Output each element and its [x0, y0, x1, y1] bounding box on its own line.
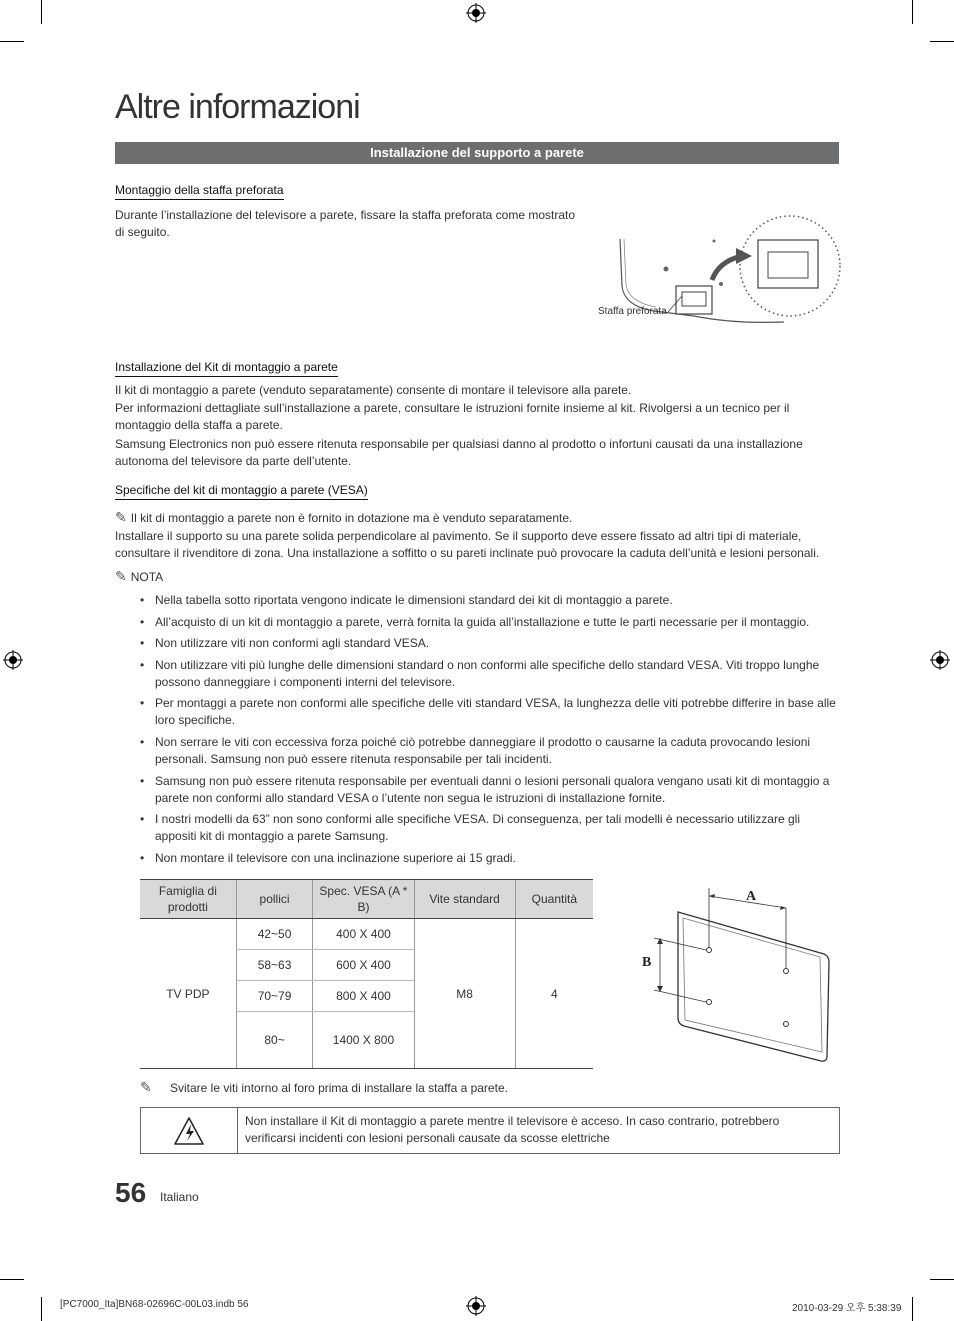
- section-heading-vesa: Specifiche del kit di montaggio a parete (VESA): [115, 483, 368, 500]
- warning-icon-cell: [141, 1108, 238, 1153]
- table-cell: 70~79: [236, 981, 313, 1012]
- table-header: Vite standard: [414, 880, 515, 919]
- nota-line: [115, 568, 163, 586]
- list-item: • Non serrare le viti con eccessiva forza poiché ciò potrebbe danneggiare il prodotto o causarne la caduta provocando lesioni personali. Samsung non può essere ritenuta responsabile per tali incidenti.: [140, 734, 840, 768]
- table-cell-family: TV PDP: [140, 919, 236, 1069]
- bracket-instructions: Durante l’installazione del televisore a parete, fissare la staffa preforata come mostrato di seguito.: [115, 208, 576, 239]
- registration-mark-icon: [466, 3, 486, 23]
- footer-file-info: [PC7000_Ita]BN68-02696C-00L03.indb 56: [60, 1299, 249, 1310]
- table-header: Spec. VESA (A * B): [313, 880, 414, 919]
- crop-mark: [912, 0, 913, 24]
- vesa-paragraph: Installare il supporto su una parete solida perpendicolare al pavimento. Se il supporto deve essere fissato ad altri tipi di materiale, consultare il rivenditore di zona. Una installazione a soffitto o su pareti inclinate può provocare la caduta dell’unità e lesioni personali.: [115, 529, 820, 560]
- crop-mark: [0, 41, 24, 42]
- warning-text: Non installare il Kit di montaggio a parete mentre il televisore è acceso. In caso contrario, potrebbero verificarsi incidenti con lesioni personali causate da scosse elettriche: [245, 1114, 780, 1145]
- dimension-label-b: B: [642, 955, 652, 970]
- page-title: Altre informazioni: [115, 88, 360, 126]
- note-after-table: Svitare le viti intorno al foro prima di installare la staffa a parete.: [170, 1081, 508, 1095]
- registration-mark-icon: [3, 650, 23, 670]
- vesa-spec-table: [140, 879, 593, 1069]
- section-banner: Installazione del supporto a parete: [115, 142, 839, 164]
- crop-mark: [0, 1279, 24, 1280]
- vesa-hole-diagram: [636, 880, 836, 1065]
- note-after-table-icon-wrap: [140, 1079, 156, 1097]
- nota-label: NOTA: [130, 570, 164, 584]
- list-item: • Per montaggi a parete non conformi alle specifiche delle viti standard VESA, la lunghezza delle viti potrebbe differire in base alle loro specifiche.: [140, 695, 840, 729]
- section-heading-kit: Installazione del Kit di montaggio a parete: [115, 360, 338, 377]
- list-item: • Non montare il televisore con una inclinazione superiore ai 15 gradi.: [140, 850, 840, 867]
- electric-shock-warning-icon: [141, 1108, 237, 1153]
- section-heading-bracket: Montaggio della staffa preforata: [115, 183, 284, 200]
- list-item: • All’acquisto di un kit di montaggio a parete, verrà fornita la guida all’installazione e tutte le parti necessarie per il montaggio.: [140, 614, 840, 631]
- registration-mark-icon: [930, 650, 950, 670]
- table-header: Famiglia di prodotti: [140, 880, 236, 919]
- table-cell: 58~63: [236, 950, 313, 981]
- table-header-row: [140, 880, 593, 919]
- crop-mark: [930, 41, 954, 42]
- table-cell: 400 X 400: [313, 919, 414, 950]
- note-text: Il kit di montaggio a parete non è fornito in dotazione ma è venduto separatamente.: [130, 511, 573, 525]
- table-cell: 1400 X 800: [313, 1012, 414, 1069]
- kit-paragraph-3: Samsung Electronics non può essere ritenuta responsabile per qualsiasi danno al prodotto o infortuni causati da una installazione autonoma del televisore da parte dell’utente.: [115, 437, 803, 468]
- page-number: 56: [115, 1177, 147, 1208]
- list-item: • Non utilizzare viti non conformi agli standard VESA.: [140, 635, 840, 652]
- kit-paragraph-1: Il kit di montaggio a parete (venduto separatamente) consente di montare il televisore alla parete.: [115, 383, 632, 397]
- note-line: [115, 509, 839, 527]
- crop-mark: [912, 1297, 913, 1321]
- table-header: Quantità: [515, 880, 593, 919]
- crop-mark: [41, 1297, 42, 1321]
- table-cell: 42~50: [236, 919, 313, 950]
- table-cell-quantity: 4: [515, 919, 593, 1069]
- table-cell: 800 X 400: [313, 981, 414, 1012]
- crop-mark: [930, 1279, 954, 1280]
- pencil-note-icon: ✎: [115, 568, 127, 584]
- footer-timestamp: 2010-03-29 오후 5:38:39: [792, 1303, 902, 1314]
- list-item: • Non utilizzare viti più lunghe delle dimensioni standard o non conformi alle specifiche dello standard VESA. Viti troppo lunghe possono danneggiare i componenti interni del televisore.: [140, 657, 840, 691]
- registration-mark-icon: [466, 1296, 486, 1316]
- table-cell-screw: M8: [414, 919, 515, 1069]
- list-item: • Nella tabella sotto riportata vengono indicate le dimensioni standard dei kit di montaggio a parete.: [140, 592, 840, 609]
- table-cell: 80~: [236, 1012, 313, 1069]
- kit-paragraph-2: Per informazioni dettagliate sull’installazione a parete, consultare le istruzioni fornite insieme al kit. Rivolgersi a un tecnico per il montaggio della staffa a parete.: [115, 401, 790, 432]
- table-cell: 600 X 400: [313, 950, 414, 981]
- crop-mark: [41, 0, 42, 24]
- dimension-label-a: A: [746, 889, 757, 904]
- list-item: • I nostri modelli da 63” non sono conformi alle specifiche VESA. Di conseguenza, per tali modelli è necessario utilizzare gli appositi kit di montaggio a parete Samsung.: [140, 811, 840, 845]
- figure-label: Staffa preforata: [598, 306, 667, 317]
- pencil-note-icon: ✎: [115, 509, 127, 525]
- page-language: Italiano: [160, 1190, 199, 1204]
- nota-bullet-list: [140, 592, 840, 871]
- table-header: pollici: [236, 880, 313, 919]
- warning-box: [140, 1107, 840, 1154]
- list-item: • Samsung non può essere ritenuta responsabile per eventuali danni o lesioni personali qualora vengano usati kit di montaggio a parete non conformi allo standard VESA o l’utente non segua le istruzioni di installazione fornite.: [140, 773, 840, 807]
- pencil-note-icon: ✎: [140, 1079, 152, 1095]
- table-row: [140, 919, 593, 950]
